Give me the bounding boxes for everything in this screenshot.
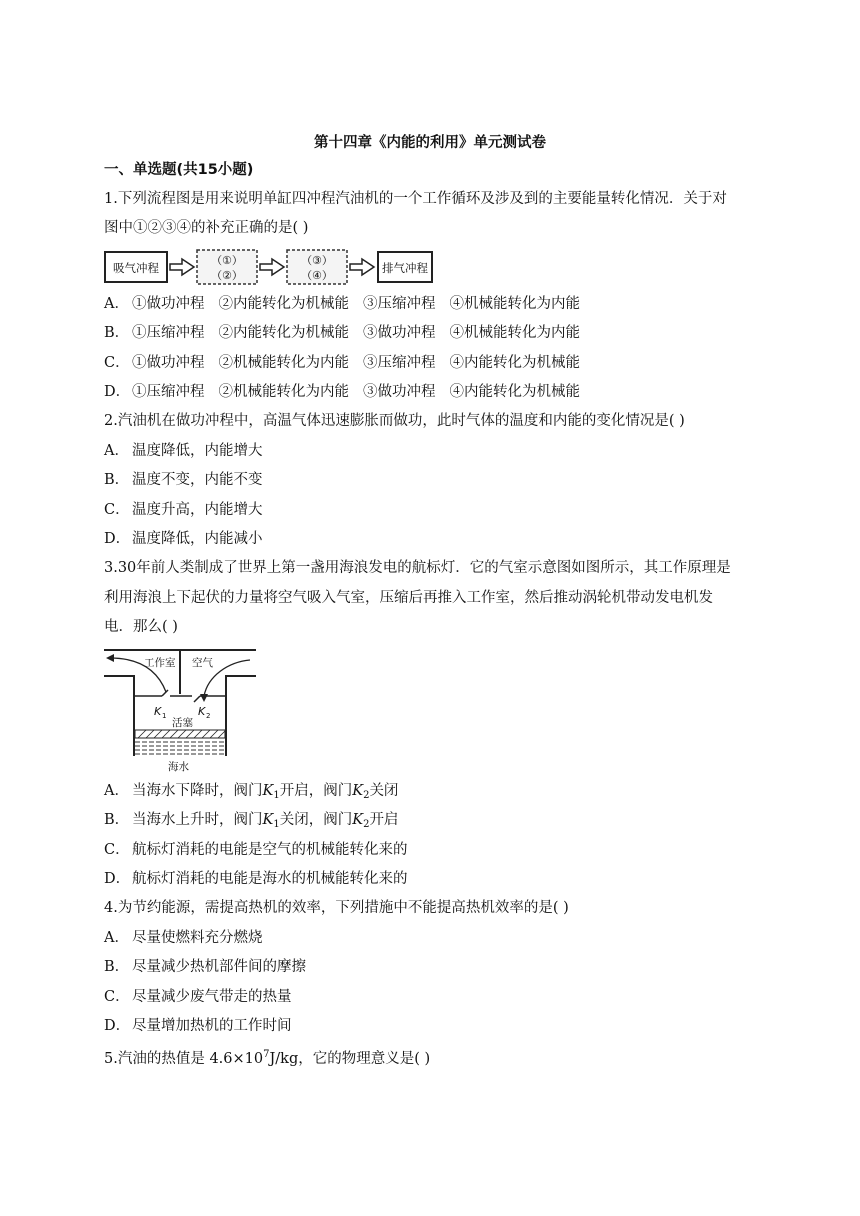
label-piston: 活塞 [172, 717, 193, 729]
sea-water-lines [135, 742, 225, 754]
flow-box-stage4-label: （④） [301, 269, 333, 282]
q2-option-c: C． 温度升高，内能增大 [104, 502, 263, 518]
q3-option-c: C． 航标灯消耗的电能是空气的机械能转化来的 [104, 842, 408, 858]
chamber-left-wall [104, 676, 134, 756]
page-title: 第十四章《内能的利用》单元测试卷 [314, 135, 546, 151]
q1-flow-diagram [104, 248, 434, 286]
airflow-in-arrowhead [200, 694, 208, 702]
q3-option-b: B． 当海水上升时，阀门$K_1$关闭，阀门$K_2$开启 [104, 812, 399, 830]
q3-option-a: A． 当海水下降时，阀门$K_1$开启，阀门$K_2$关闭 [104, 783, 399, 801]
label-k1: K [154, 705, 162, 718]
q4-option-b: B． 尽量减少热机部件间的摩擦 [104, 959, 306, 975]
q3-stem-line3: 电．那么( ) [104, 619, 178, 635]
q1-option-b: B． ①压缩冲程 ②内能转化为机械能 ③做功冲程 ④机械能转化为内能 [104, 325, 580, 341]
q1-option-a: A． ①做功冲程 ②内能转化为机械能 ③压缩冲程 ④机械能转化为内能 [104, 296, 580, 312]
label-k2-sub: 2 [206, 712, 211, 720]
q3-option-d: D． 航标灯消耗的电能是海水的机械能转化来的 [104, 871, 408, 887]
q4-option-d: D． 尽量增加热机的工作时间 [104, 1018, 292, 1034]
q3-air-chamber-diagram [104, 646, 260, 774]
label-air: 空气 [192, 657, 213, 669]
q5-stem: 5.汽油的热值是 $4.6\times 10^7J/kg$，它的物理意义是( ) [104, 1049, 431, 1067]
section-heading: 一、单选题(共15小题) [104, 162, 254, 178]
airflow-out-arrowhead [106, 654, 114, 662]
flow-arrow-1 [170, 259, 194, 275]
q3-stem-line2: 利用海浪上下起伏的力量将空气吸入气室，压缩后再推入工作室，然后推动涡轮机带动发电机发 [104, 590, 713, 606]
flow-box-stage3-label: （③） [301, 254, 333, 267]
q4-option-a: A． 尽量使燃料充分燃烧 [104, 930, 263, 946]
q3-stem-line1: 3.30年前人类制成了世界上第一盏用海浪发电的航标灯．它的气室示意图如图所示，其工作原理是 [104, 560, 731, 576]
flow-arrow-2 [260, 259, 284, 275]
q1-stem-line2: 图中①②③④的补充正确的是( ) [104, 220, 309, 236]
label-k1-sub: 1 [162, 712, 167, 720]
q1-stem-line1: 1.下列流程图是用来说明单缸四冲程汽油机的一个工作循环及涉及到的主要能量转化情况．关于对 [104, 191, 727, 207]
label-work-room: 工作室 [144, 657, 176, 669]
flow-box-stage2-label: （②） [211, 269, 243, 282]
q1-option-c: C． ①做功冲程 ②机械能转化为内能 ③压缩冲程 ④内能转化为机械能 [104, 355, 580, 371]
q2-option-d: D． 温度降低，内能减小 [104, 531, 263, 547]
q2-option-a: A． 温度降低，内能增大 [104, 443, 263, 459]
q2-stem: 2.汽油机在做功冲程中，高温气体迅速膨胀而做功，此时气体的温度和内能的变化情况是( ) [104, 413, 685, 429]
q4-option-c: C． 尽量减少废气带走的热量 [104, 989, 292, 1005]
label-k2: K [198, 705, 206, 718]
q1-option-d: D． ①压缩冲程 ②机械能转化为内能 ③做功冲程 ④内能转化为机械能 [104, 384, 580, 400]
q2-option-b: B． 温度不变，内能不变 [104, 472, 263, 488]
flow-box-stage1-label: （①） [211, 254, 243, 267]
flow-box-intake-label: 吸气冲程 [113, 261, 159, 275]
valve-k2-flap [194, 696, 200, 702]
chamber-right-wall [226, 676, 256, 756]
flow-arrow-3 [350, 259, 374, 275]
q4-stem: 4.为节约能源，需提高热机的效率，下列措施中不能提高热机效率的是( ) [104, 900, 569, 916]
label-sea-water: 海水 [168, 761, 189, 773]
flow-box-exhaust-label: 排气冲程 [382, 261, 428, 275]
